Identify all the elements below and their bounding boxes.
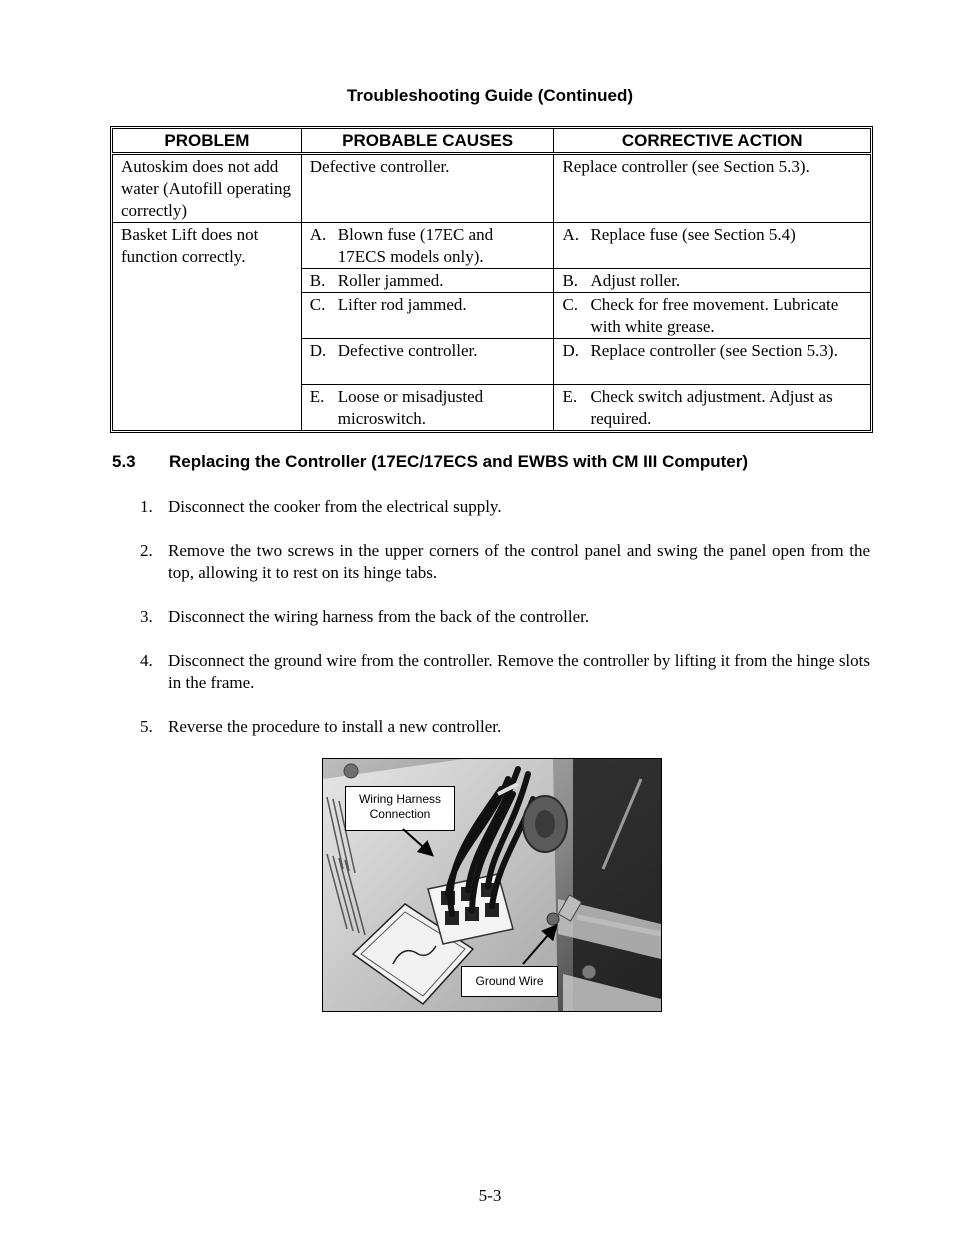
action-text: Adjust roller. xyxy=(590,271,681,290)
section-title: Replacing the Controller (17EC/17ECS and EWBS with CM III Computer) xyxy=(169,452,749,471)
cause-text: Blown fuse (17EC and 17ECS models only). xyxy=(337,225,494,266)
action-cell xyxy=(554,385,871,431)
list-item xyxy=(140,716,870,738)
cause-text: Defective controller. xyxy=(337,341,478,360)
action-cell xyxy=(554,269,871,293)
troubleshooting-table xyxy=(112,128,871,431)
cause-text: Lifter rod jammed. xyxy=(337,295,467,314)
cause-text: Loose or misadjusted microswitch. xyxy=(337,387,484,428)
callout-line: Ground Wire xyxy=(475,974,544,988)
step-number: 2. xyxy=(140,541,153,560)
step-text: Disconnect the ground wire from the controller. Remove the controller by lifting it from the hinge slots in the frame. xyxy=(168,651,870,692)
list-marker: D. xyxy=(562,341,579,360)
cause-cell xyxy=(301,293,554,339)
callout-line: Connection xyxy=(369,807,431,821)
action-text: Replace controller (see Section 5.3). xyxy=(590,341,838,360)
header-problem: PROBLEM xyxy=(113,129,302,154)
list-marker: B. xyxy=(309,271,326,290)
step-number: 5. xyxy=(140,717,153,736)
page-title: Troubleshooting Guide (Continued) xyxy=(346,86,634,105)
list-marker: A. xyxy=(309,225,327,244)
table-row xyxy=(113,223,871,269)
step-text: Reverse the procedure to install a new controller. xyxy=(168,717,502,736)
callout-line: Wiring Harness xyxy=(358,792,442,806)
step-number: 4. xyxy=(140,651,153,670)
action-text: Check for free movement. Lubricate with white grease. xyxy=(590,295,839,336)
step-number: 3. xyxy=(140,607,153,626)
list-marker: E. xyxy=(309,387,325,406)
cause-cell xyxy=(301,269,554,293)
action-text: Check switch adjustment. Adjust as required. xyxy=(590,387,833,428)
list-marker: C. xyxy=(562,295,579,314)
ground-arrow xyxy=(523,927,555,964)
list-marker: E. xyxy=(562,387,578,406)
step-text: Disconnect the wiring harness from the back of the controller. xyxy=(168,607,590,626)
problem-cell: Autoskim does not add water (Autofill operating correctly) xyxy=(113,154,302,223)
action-cell xyxy=(554,339,871,385)
list-item xyxy=(140,650,870,694)
cause-cell xyxy=(301,385,554,431)
controller-photo xyxy=(322,758,662,1012)
cause-cell xyxy=(301,339,554,385)
list-marker: A. xyxy=(562,225,579,244)
procedure-steps xyxy=(140,496,870,760)
problem-cell: Basket Lift does not function correctly. xyxy=(113,223,302,431)
list-item xyxy=(140,606,870,628)
list-marker: D. xyxy=(309,341,327,360)
page-number: 5-3 xyxy=(478,1186,502,1205)
list-item xyxy=(140,496,870,518)
callout-arrows xyxy=(323,759,661,1011)
action-cell xyxy=(554,293,871,339)
harness-arrow xyxy=(403,829,431,854)
action-cell: Replace controller (see Section 5.3). xyxy=(554,154,871,223)
header-corrective-action: CORRECTIVE ACTION xyxy=(554,129,871,154)
section-number: 5.3 xyxy=(112,452,136,471)
list-marker: B. xyxy=(562,271,579,290)
table-row xyxy=(113,154,871,223)
cause-text: Roller jammed. xyxy=(337,271,444,290)
cause-cell xyxy=(301,223,554,269)
list-marker: C. xyxy=(309,295,326,314)
step-number: 1. xyxy=(140,497,153,516)
header-probable-causes: PROBABLE CAUSES xyxy=(301,129,554,154)
step-text: Disconnect the cooker from the electrical supply. xyxy=(168,497,502,516)
action-text: Replace fuse (see Section 5.4) xyxy=(590,225,796,244)
step-text: Remove the two screws in the upper corners of the control panel and swing the panel open from the top, allowing it to rest on its hinge tabs. xyxy=(168,541,870,582)
list-item xyxy=(140,540,870,584)
action-cell xyxy=(554,223,871,269)
cause-cell: Defective controller. xyxy=(301,154,554,223)
section-heading xyxy=(112,452,748,472)
table-header-row xyxy=(113,129,871,154)
